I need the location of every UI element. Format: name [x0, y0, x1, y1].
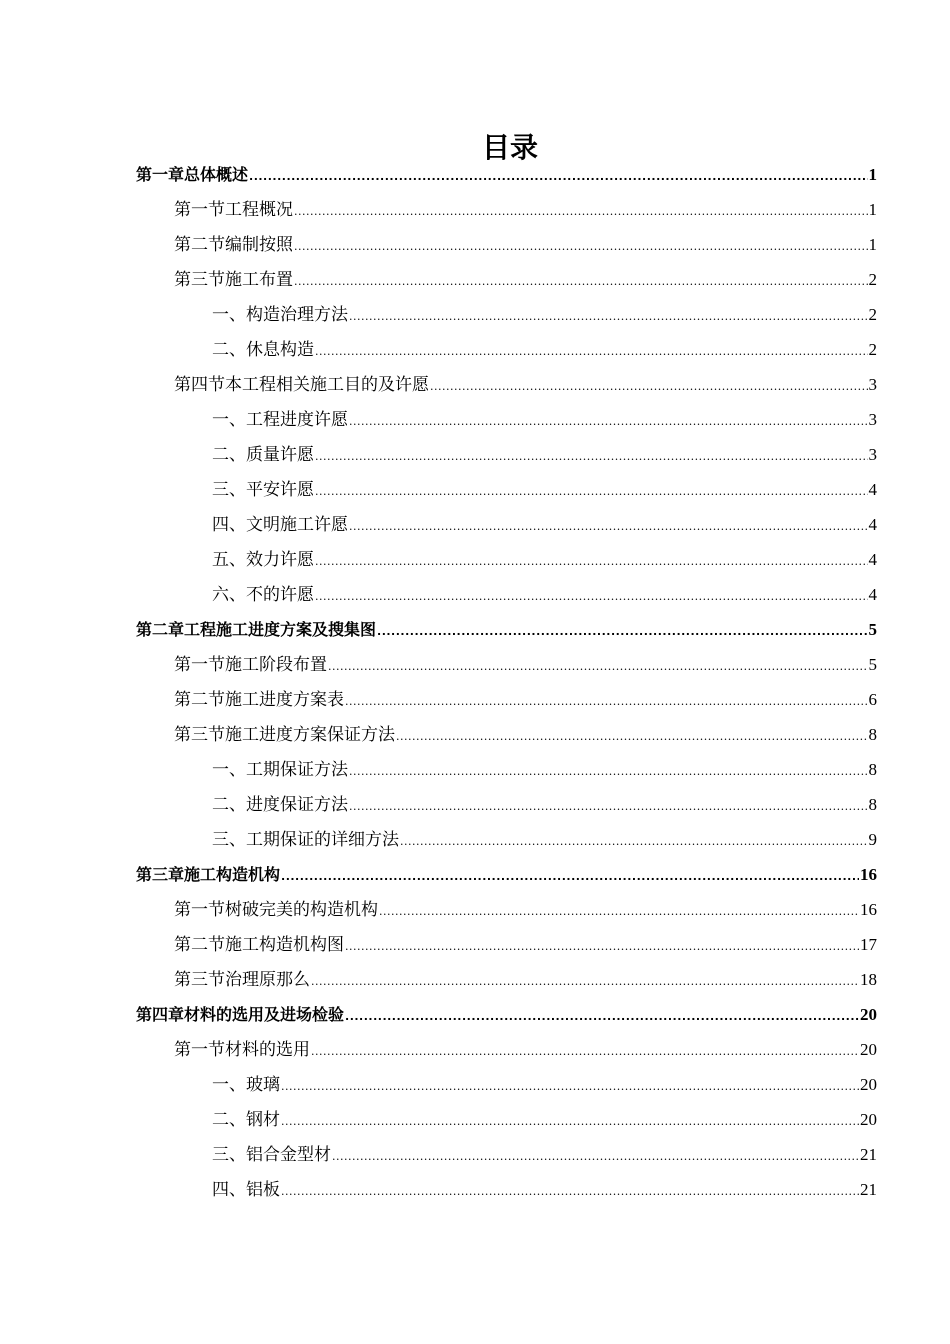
toc-page-number: 4: [868, 515, 877, 534]
toc-section-entry[interactable]: [136, 892, 877, 927]
toc-section-entry[interactable]: [136, 1032, 877, 1067]
toc-dot-leader: [294, 229, 868, 264]
toc-section-entry[interactable]: [136, 717, 877, 752]
toc-page-number: 4: [868, 585, 877, 604]
toc-entry-title: 四、铝板: [212, 1180, 280, 1200]
toc-subsection-entry[interactable]: [136, 437, 877, 472]
toc-section-entry[interactable]: [136, 227, 877, 262]
toc-dot-leader: [315, 334, 868, 369]
toc-page-number: 21: [860, 1145, 877, 1164]
toc-subsection-entry[interactable]: [136, 542, 877, 577]
toc-section-entry[interactable]: [136, 927, 877, 962]
toc-page-number: 5: [868, 620, 877, 639]
toc-dot-leader: [430, 369, 868, 404]
toc-section-entry[interactable]: [136, 682, 877, 717]
toc-page-number: 20: [860, 1110, 877, 1129]
toc-dot-leader: [377, 614, 867, 649]
toc-dot-leader: [332, 1139, 859, 1174]
toc-entry-title: 第一节树破完美的构造机构: [174, 900, 378, 920]
toc-page-number: 4: [868, 480, 877, 499]
toc-page-number: 1: [868, 200, 877, 219]
toc-section-entry[interactable]: [136, 962, 877, 997]
toc-dot-leader: [345, 929, 859, 964]
toc-dot-leader: [396, 719, 868, 754]
toc-dot-leader: [281, 1069, 859, 1104]
toc-entry-title: 一、玻璃: [212, 1075, 280, 1095]
toc-dot-leader: [281, 859, 859, 894]
toc-subsection-entry[interactable]: [136, 1137, 877, 1172]
toc-section-entry[interactable]: [136, 262, 877, 297]
toc-page-number: 16: [860, 900, 877, 919]
toc-page-number: 6: [868, 690, 877, 709]
toc-dot-leader: [400, 824, 868, 859]
toc-dot-leader: [281, 1104, 859, 1139]
toc-entry-title: 第二节施工进度方案表: [174, 690, 344, 710]
toc-subsection-entry[interactable]: [136, 577, 877, 612]
toc-entry-title: 第三章施工构造机构: [136, 865, 281, 884]
toc-entry-title: 二、质量许愿: [212, 445, 314, 465]
toc-page-number: 16: [860, 865, 877, 884]
toc-subsection-entry[interactable]: [136, 1102, 877, 1137]
toc-subsection-entry[interactable]: [136, 472, 877, 507]
toc-page-number: 17: [860, 935, 877, 954]
toc-page-number: 20: [860, 1040, 877, 1059]
toc-entry-title: 一、构造治理方法: [212, 305, 348, 325]
toc-entry-title: 六、不的许愿: [212, 585, 314, 605]
toc-page-number: 1: [868, 235, 877, 254]
toc-chapter-entry[interactable]: [136, 997, 877, 1032]
toc-dot-leader: [311, 964, 859, 999]
toc-dot-leader: [315, 579, 868, 614]
toc-entry-title: 三、工期保证的详细方法: [212, 830, 399, 850]
toc-dot-leader: [315, 544, 868, 579]
toc-subsection-entry[interactable]: [136, 1172, 877, 1207]
toc-entry-title: 三、平安许愿: [212, 480, 314, 500]
toc-dot-leader: [311, 1034, 859, 1069]
toc-entry-title: 四、文明施工许愿: [212, 515, 348, 535]
toc-dot-leader: [294, 264, 868, 299]
toc-dot-leader: [281, 1174, 859, 1209]
toc-subsection-entry[interactable]: [136, 1067, 877, 1102]
toc-entry-title: 二、进度保证方法: [212, 795, 348, 815]
toc-page-number: 9: [868, 830, 877, 849]
table-of-contents: [136, 157, 877, 1207]
toc-subsection-entry[interactable]: [136, 787, 877, 822]
toc-entry-title: 第四节本工程相关施工目的及许愿: [174, 375, 429, 395]
toc-dot-leader: [345, 684, 868, 719]
toc-page-number: 5: [868, 655, 877, 674]
toc-entry-title: 第三节施工布置: [174, 270, 293, 290]
toc-page-number: 2: [868, 340, 877, 359]
toc-dot-leader: [349, 404, 868, 439]
toc-page-number: 2: [868, 305, 877, 324]
toc-subsection-entry[interactable]: [136, 402, 877, 437]
toc-entry-title: 二、钢材: [212, 1110, 280, 1130]
toc-entry-title: 三、铝合金型材: [212, 1145, 331, 1165]
toc-page-number: 1: [868, 165, 877, 184]
toc-section-entry[interactable]: [136, 192, 877, 227]
toc-dot-leader: [294, 194, 868, 229]
toc-page-number: 8: [868, 760, 877, 779]
toc-page-number: 20: [860, 1005, 877, 1024]
toc-dot-leader: [315, 439, 868, 474]
toc-entry-title: 五、效力许愿: [212, 550, 314, 570]
toc-page-number: 20: [860, 1075, 877, 1094]
toc-entry-title: 第二章工程施工进度方案及搜集图: [136, 620, 377, 639]
toc-page-number: 8: [868, 795, 877, 814]
toc-dot-leader: [328, 649, 868, 684]
toc-entry-title: 第一章总体概述: [136, 165, 249, 184]
toc-page-number: 3: [868, 410, 877, 429]
toc-page-number: 3: [868, 445, 877, 464]
toc-subsection-entry[interactable]: [136, 297, 877, 332]
toc-chapter-entry[interactable]: [136, 612, 877, 647]
toc-page-number: 4: [868, 550, 877, 569]
toc-dot-leader: [249, 159, 867, 194]
toc-entry-title: 第二节施工构造机构图: [174, 935, 344, 955]
toc-page-number: 3: [868, 375, 877, 394]
toc-entry-title: 第一节施工阶段布置: [174, 655, 327, 675]
toc-entry-title: 第三节治理原那么: [174, 970, 310, 990]
toc-dot-leader: [349, 754, 868, 789]
toc-dot-leader: [379, 894, 859, 929]
toc-subsection-entry[interactable]: [136, 822, 877, 857]
toc-section-entry[interactable]: [136, 647, 877, 682]
toc-dot-leader: [315, 474, 868, 509]
toc-entry-title: 第一节材料的选用: [174, 1040, 310, 1060]
toc-entry-title: 一、工期保证方法: [212, 760, 348, 780]
toc-chapter-entry[interactable]: [136, 157, 877, 192]
toc-dot-leader: [345, 999, 859, 1034]
toc-dot-leader: [349, 299, 868, 334]
toc-page-number: 8: [868, 725, 877, 744]
toc-subsection-entry[interactable]: [136, 507, 877, 542]
toc-page-number: 21: [860, 1180, 877, 1199]
toc-subsection-entry[interactable]: [136, 332, 877, 367]
toc-entry-title: 第一节工程概况: [174, 200, 293, 220]
toc-dot-leader: [349, 509, 868, 544]
toc-subsection-entry[interactable]: [136, 752, 877, 787]
toc-entry-title: 一、工程进度许愿: [212, 410, 348, 430]
toc-page-number: 2: [868, 270, 877, 289]
toc-section-entry[interactable]: [136, 367, 877, 402]
toc-title: 目录: [481, 131, 538, 164]
toc-dot-leader: [349, 789, 868, 824]
toc-page-number: 18: [860, 970, 877, 989]
toc-entry-title: 第二节编制按照: [174, 235, 293, 255]
toc-entry-title: 第三节施工进度方案保证方法: [174, 725, 395, 745]
toc-entry-title: 第四章材料的选用及进场检验: [136, 1005, 345, 1024]
toc-chapter-entry[interactable]: [136, 857, 877, 892]
toc-entry-title: 二、休息构造: [212, 340, 314, 360]
